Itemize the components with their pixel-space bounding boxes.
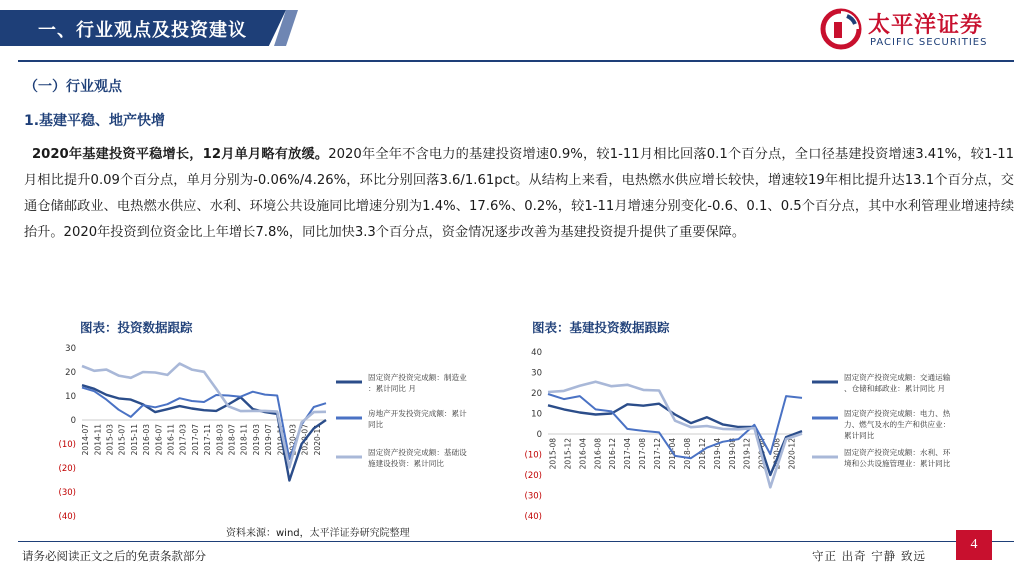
y-tick-label: (20)	[524, 471, 542, 481]
legend-label-3: 固定资产投资完成额：基础设施建设投资：累计同比	[368, 448, 467, 468]
y-tick-label: (40)	[58, 512, 76, 522]
x-tick-label: 2019-04	[712, 438, 722, 470]
section-heading: （一）行业观点	[24, 79, 122, 95]
x-tick-label: 2016-04	[578, 438, 588, 470]
logo-english-name: PACIFIC SECURITIES	[870, 37, 988, 48]
x-tick-label: 2018-03	[215, 424, 225, 456]
x-tick-label: 2016-07	[154, 424, 164, 456]
x-tick-label: 2020-04	[757, 438, 767, 470]
y-tick-label: 0	[70, 416, 76, 426]
body-paragraph	[24, 142, 1014, 246]
x-tick-label: 2017-11	[203, 424, 213, 456]
company-logo	[820, 6, 1016, 52]
x-tick-label: 2018-04	[668, 438, 677, 470]
body-lead-bold: 2020年基建投资平稳增长，12月单月略有放缓。	[32, 147, 329, 162]
x-tick-label: 2017-04	[623, 438, 633, 470]
y-tick-label: (10)	[524, 450, 542, 461]
header-divider	[18, 60, 1014, 62]
x-tick-label: 2018-12	[697, 438, 707, 470]
x-tick-label: 2017-12	[653, 438, 663, 470]
chart-title-investment: 图表：投资数据跟踪	[80, 320, 193, 335]
footer-motto: 守正 出奇 宁静 致远	[812, 549, 926, 563]
x-tick-label: 2015-12	[563, 438, 573, 470]
source-note: 资料来源：wind，太平洋证券研究院整理	[226, 528, 410, 539]
x-tick-label: 2020-07	[300, 424, 310, 456]
y-tick-label: (20)	[58, 464, 76, 474]
legend-label-1: 固定资产投资完成额：交通运输、仓储和邮政业：累计同比 月	[844, 373, 951, 393]
x-tick-label: 2015-07	[117, 424, 127, 456]
footer-disclaimer: 请务必阅读正文之后的免责条款部分	[22, 549, 206, 563]
y-tick-label: (30)	[524, 491, 542, 502]
y-tick-label: 40	[531, 348, 542, 358]
x-tick-label: 2019-08	[727, 438, 737, 470]
x-tick-label: 2019-11	[276, 424, 286, 456]
x-tick-label: 2018-08	[682, 438, 692, 470]
x-tick-label: 2020-08	[772, 438, 782, 470]
x-tick-label: 2015-11	[129, 424, 139, 456]
x-tick-label: 2019-12	[742, 438, 752, 470]
x-tick-label: 2016-11	[166, 424, 176, 456]
x-tick-label: 2017-07	[190, 424, 200, 456]
legend-label-2: 房地产开发投资完成额：累计同比	[368, 409, 467, 429]
page-number: 4	[956, 530, 992, 560]
x-tick-label: 2015-03	[105, 424, 115, 456]
y-tick-label: 20	[65, 368, 76, 378]
x-tick-label: 2016-08	[593, 438, 603, 470]
x-tick-label: 2020-11	[312, 424, 322, 456]
y-tick-label: 20	[531, 389, 542, 399]
x-tick-label: 2018-07	[227, 424, 237, 456]
y-tick-label: 10	[65, 392, 76, 402]
y-tick-label: 30	[65, 344, 76, 354]
y-tick-label: (30)	[58, 488, 76, 498]
x-tick-label: 2017-03	[178, 424, 188, 456]
section-title: 一、行业观点及投资建议	[38, 20, 247, 41]
infrastructure-line-chart	[512, 340, 992, 525]
logo-chinese-name: 太平洋证券	[868, 13, 984, 38]
x-tick-label: 2020-12	[787, 438, 797, 470]
series-line-3	[548, 382, 802, 488]
legend-label-3: 固定资产投资完成额：水利、环境和公共设施管理业：累计同比	[844, 448, 951, 468]
x-tick-label: 2017-08	[638, 438, 648, 470]
footer-divider	[18, 541, 1014, 542]
x-tick-label: 2014-07	[81, 424, 91, 456]
x-tick-label: 2016-03	[142, 424, 152, 456]
section-title-banner	[0, 10, 298, 46]
body-text: 2020年全年不含电力的基建投资增速0.9%，较1-11月相比回落0.1个百分点，全口径基建投资增速3.41%，较1-11月相比提升0.09个百分点，单月分别为-0.06%/4.26%，环比分别回落3.6/1.61pct。从结构上来看，电热燃水供应增长较快，增速较19年相比提升达13.1个百分点，交通仓储邮政业、电热燃水供应、水利、环境公共设施同比增速分别为1.4%、17.6%、0.2%，较1-11月增速分别变化-0.6、0.1、0.5个百分点，其中水利管理业增速持续抬升。2020年投资到位资金比上年增长7.8%，同比加快3.3个百分点，资金情况逐步改善为基建投资提升提供了重要保障。	[24, 147, 1015, 240]
y-tick-label: 10	[531, 409, 542, 420]
y-tick-label: 0	[536, 430, 542, 440]
x-tick-label: 2014-11	[93, 424, 103, 456]
legend-label-2: 固定资产投资完成额：电力、热力、燃气及水的生产和供应业：累计同比	[844, 409, 951, 440]
x-tick-label: 2019-03	[251, 424, 261, 456]
x-tick-label: 2016-12	[608, 438, 618, 470]
x-tick-label: 2018-11	[239, 424, 249, 456]
investment-line-chart	[40, 340, 500, 525]
legend-label-1: 固定资产投资完成额：制造业：累计同比 月	[368, 373, 467, 393]
subsection-heading: 1.基建平稳、地产快增	[24, 113, 166, 129]
chart-title-infrastructure: 图表：基建投资数据跟踪	[532, 320, 670, 335]
x-tick-label: 2015-08	[548, 438, 558, 470]
y-tick-label: (10)	[58, 440, 76, 450]
x-tick-label: 2019-07	[264, 424, 274, 456]
y-tick-label: 30	[531, 368, 542, 379]
y-tick-label: (40)	[524, 512, 542, 522]
logo-mark-icon	[820, 8, 862, 50]
x-tick-label: 2020-03	[288, 424, 298, 456]
